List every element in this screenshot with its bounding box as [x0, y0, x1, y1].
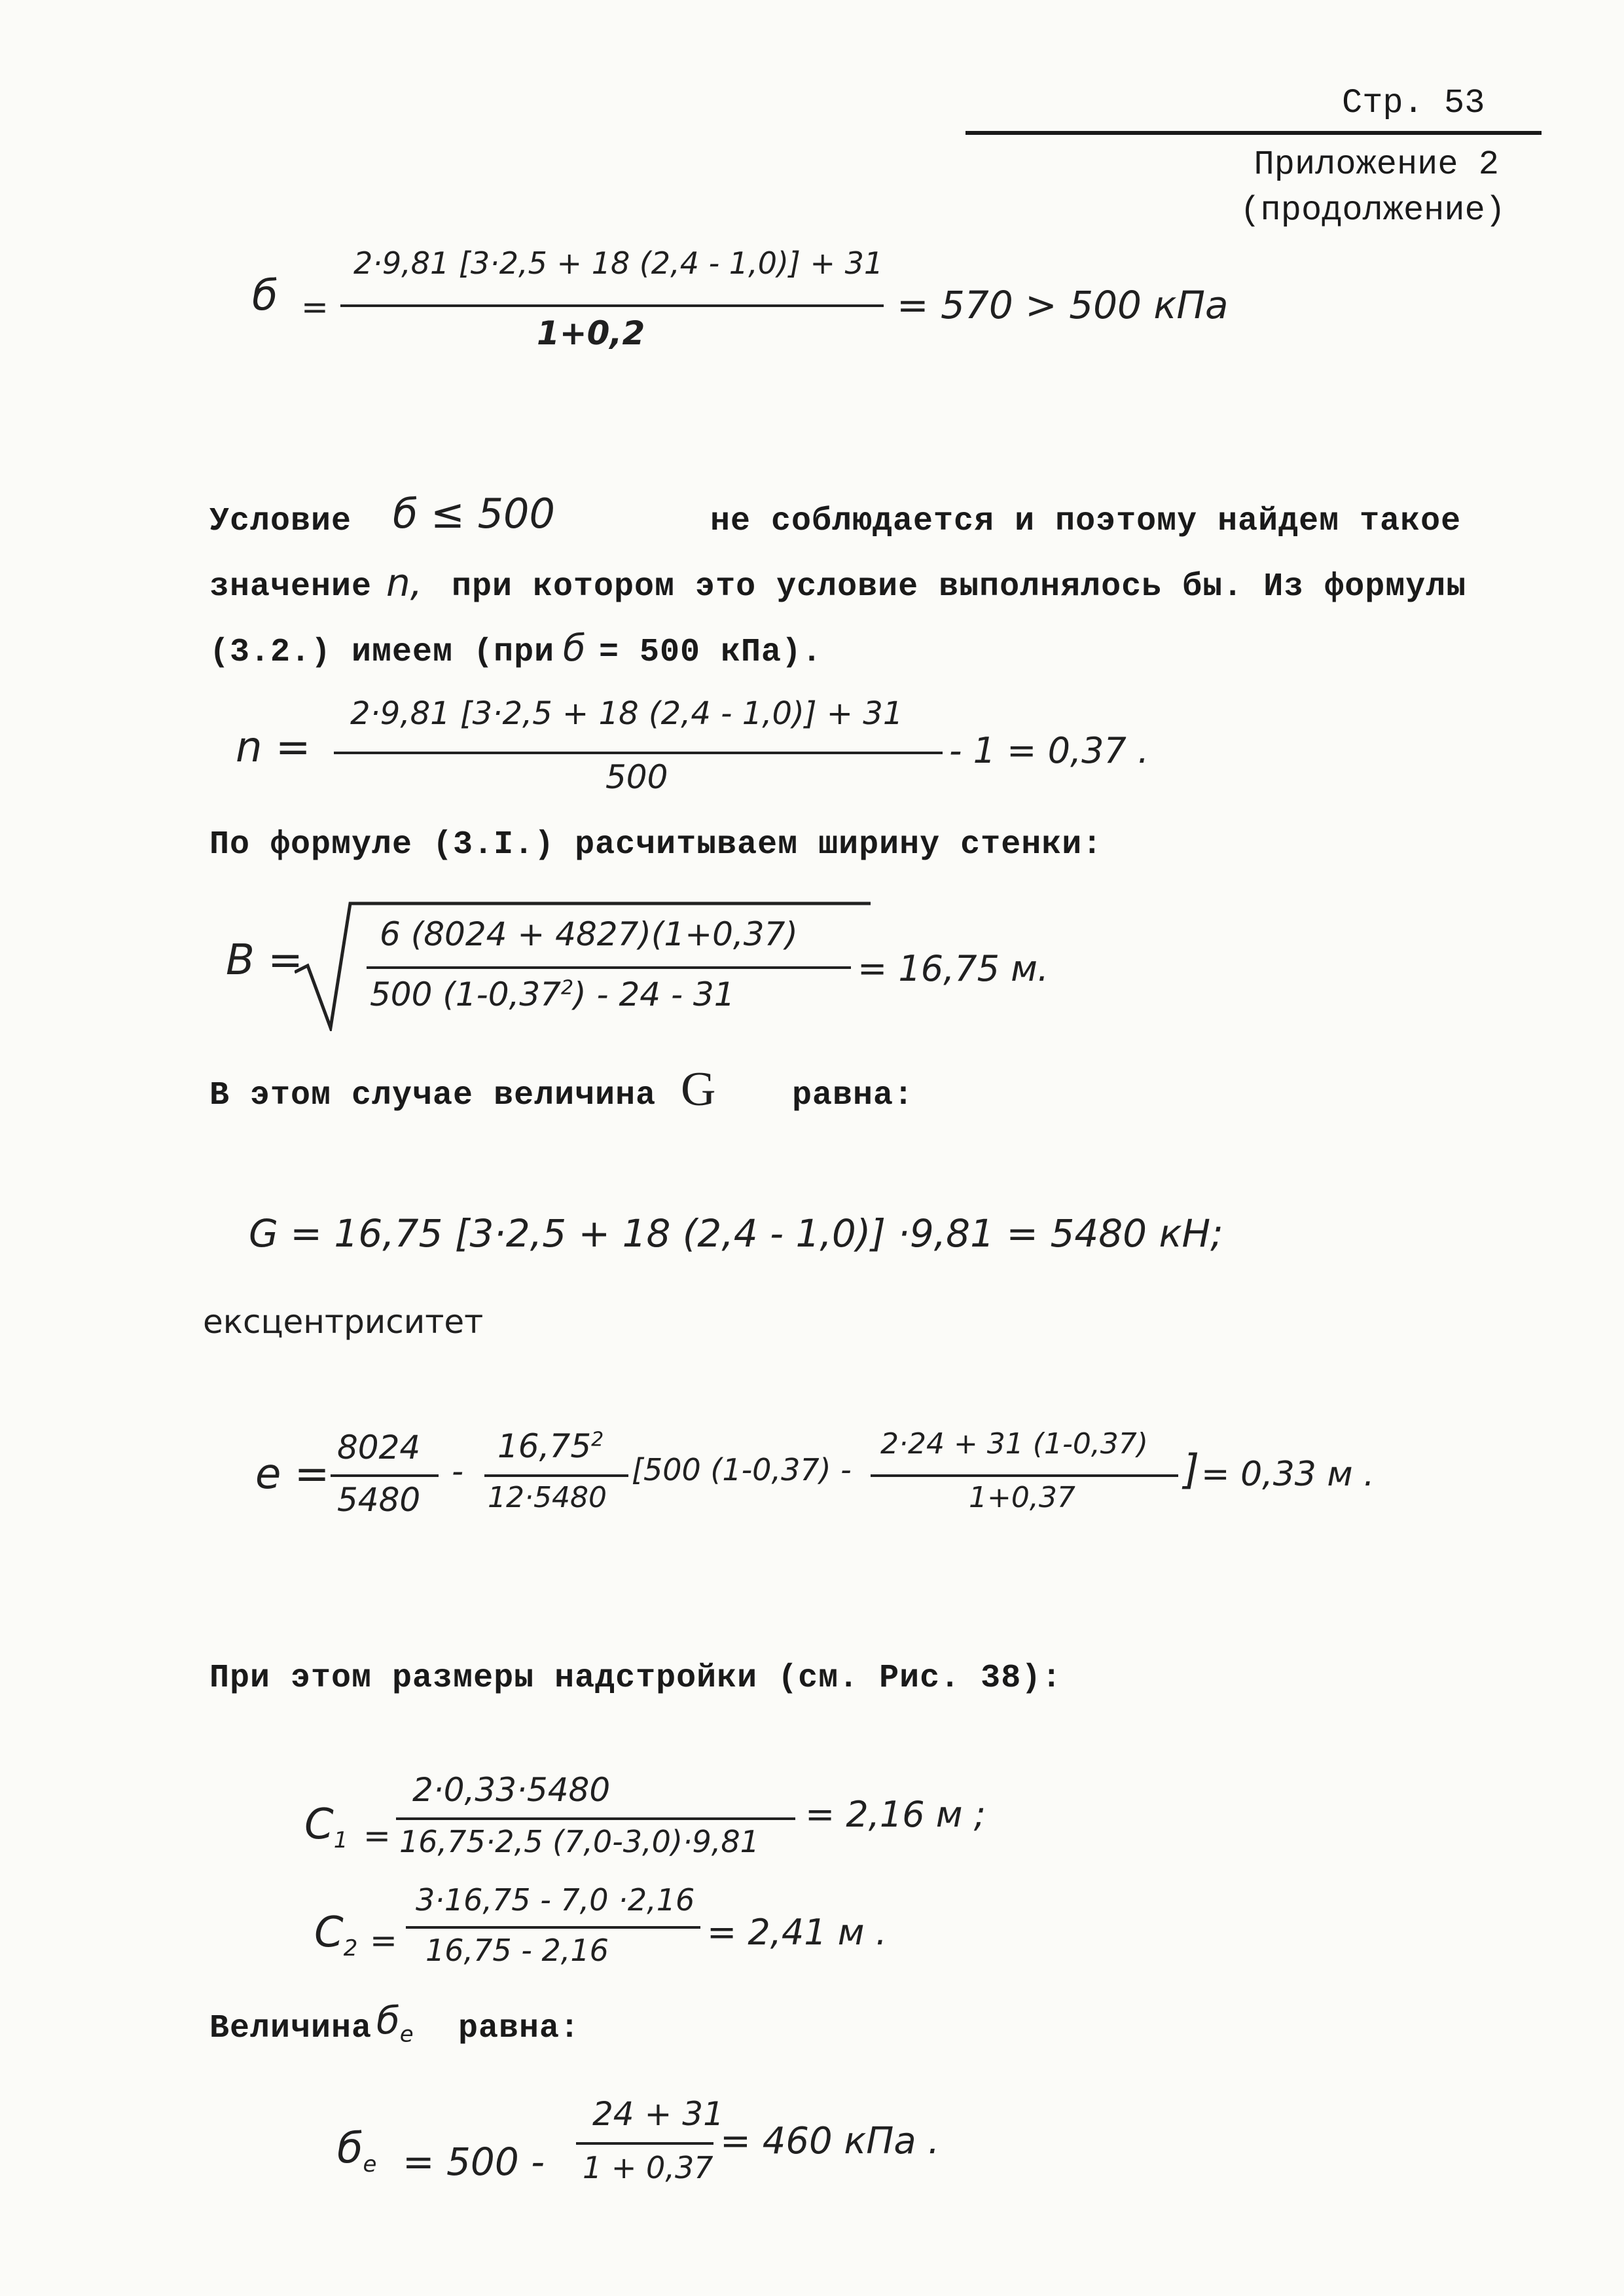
text-line: значение — [209, 568, 372, 606]
fraction-bar — [334, 752, 943, 754]
n-symbol: n, — [386, 560, 423, 605]
c1-symbol — [304, 1800, 348, 1853]
g-symbol: G — [681, 1063, 716, 1116]
equation-result: = 2,41 м . — [707, 1912, 887, 1953]
fraction-numerator: 2·9,81 [3·2,5 + 18 (2,4 - 1,0)] + 31 — [353, 246, 884, 281]
minus-sign: - — [452, 1452, 464, 1490]
fraction-denominator: 12·5480 — [488, 1481, 607, 1514]
equation-lhs: B = — [226, 936, 303, 985]
fraction-denominator: 1+0,37 — [969, 1481, 1075, 1514]
denominator-part: ) - 24 - 31 — [573, 975, 735, 1013]
numerator-base: 16,75 — [497, 1427, 592, 1465]
fraction-numerator: 2·0,33·5480 — [412, 1771, 611, 1809]
fraction-denominator: 16,75·2,5 (7,0-3,0)·9,81 — [399, 1824, 759, 1859]
symbol-base: б — [376, 1998, 400, 2043]
text-line: не соблюдается и поэтому найдем такое — [710, 503, 1462, 540]
equals-sign: = — [370, 1922, 397, 1959]
closing-bracket: ] — [1183, 1446, 1200, 1493]
text-line: (3.2.) имеем (при — [209, 634, 555, 671]
equation-result: = 2,16 м ; — [805, 1794, 986, 1835]
fraction-denominator: 1+0,2 — [537, 314, 645, 352]
fraction-numerator: 24 + 31 — [592, 2095, 724, 2133]
paragraph-superstructure: При этом размеры надстройки (см. Рис. 38): — [209, 1660, 1062, 1697]
equals-sign: = — [301, 288, 329, 326]
exponent: 2 — [591, 1428, 604, 1451]
text-line: Величина — [209, 2010, 372, 2047]
header-rule — [965, 131, 1542, 135]
page-number: Стр. 53 — [1342, 84, 1485, 122]
fraction-denominator: 5480 — [337, 1481, 421, 1519]
fraction-numerator: 3·16,75 - 7,0 ·2,16 — [416, 1882, 695, 1918]
fraction-numerator: 2·9,81 [3·2,5 + 18 (2,4 - 1,0)] + 31 — [350, 695, 903, 732]
subscript: 2 — [343, 1935, 358, 1961]
subscript: 1 — [333, 1827, 348, 1853]
text-line: = 500 кПа). — [599, 634, 823, 671]
fraction-denominator: 16,75 - 2,16 — [425, 1933, 609, 1968]
text-line: равна: — [458, 2010, 581, 2047]
subscript: e — [399, 2021, 414, 2048]
equation-result: = 460 кПа . — [720, 2120, 940, 2162]
fraction-bar — [576, 2142, 713, 2145]
equation-term: = 500 - — [403, 2140, 545, 2184]
paragraph-width-formula: По формуле (3.I.) расчитываем ширину стенки: — [209, 826, 1103, 864]
symbol-base: б — [337, 2124, 363, 2173]
fraction-denominator: 500 — [605, 758, 668, 796]
fraction-numerator: 8024 — [337, 1429, 421, 1467]
continuation-label: (продолжение) — [1240, 191, 1506, 230]
equation-lhs: e = — [255, 1450, 330, 1499]
equation-g: G = 16,75 [3·2,5 + 18 (2,4 - 1,0)] ·9,81 = 5480 кН; — [249, 1211, 1223, 1256]
equation-result: - 1 = 0,37 . — [949, 730, 1149, 771]
sigma-symbol: б — [563, 627, 586, 670]
bracket-term: [500 (1-0,37) - — [632, 1452, 852, 1487]
subscript: e — [363, 2151, 377, 2178]
sigma-symbol: б — [252, 272, 278, 320]
symbol-base: C — [304, 1800, 334, 1849]
fraction-bar — [406, 1926, 700, 1929]
fraction-denominator — [370, 975, 735, 1013]
fraction-numerator: 6 (8024 + 4827)(1+0,37) — [380, 915, 798, 953]
exponent: 2 — [561, 976, 574, 1000]
eccentricity-label: ексцентриситет — [203, 1303, 484, 1341]
equation-lhs: n = — [236, 723, 311, 772]
condition-formula: б ≤ 500 — [393, 490, 555, 538]
equals-sign: = — [363, 1817, 391, 1855]
text-line: при котором это условие выполнялось бы. Из формулы — [452, 568, 1467, 606]
fraction-bar — [396, 1817, 795, 1820]
equation-result: = 0,33 м . — [1201, 1455, 1375, 1494]
equation-result: = 16,75 м. — [857, 948, 1049, 989]
fraction-bar — [367, 966, 851, 969]
denominator-part: 500 (1-0,37 — [370, 975, 562, 1013]
sigma-e-lhs — [337, 2124, 376, 2178]
c2-symbol — [314, 1908, 357, 1961]
text-line: Условие — [209, 503, 352, 540]
sigma-e-symbol — [376, 1998, 414, 2048]
fraction-bar — [484, 1474, 628, 1477]
fraction-numerator — [497, 1427, 604, 1465]
text-line: равна: — [792, 1077, 914, 1114]
fraction-bar — [340, 304, 884, 307]
fraction-denominator: 1 + 0,37 — [583, 2150, 713, 2185]
fraction-bar — [331, 1474, 439, 1477]
appendix-label: Приложение 2 — [1254, 145, 1499, 184]
text-line: В этом случае величина — [209, 1077, 657, 1114]
fraction-bar — [871, 1474, 1178, 1477]
fraction-numerator: 2·24 + 31 (1-0,37) — [880, 1427, 1148, 1461]
equation-result: = 570 > 500 кПа — [897, 283, 1229, 327]
symbol-base: C — [314, 1908, 344, 1957]
